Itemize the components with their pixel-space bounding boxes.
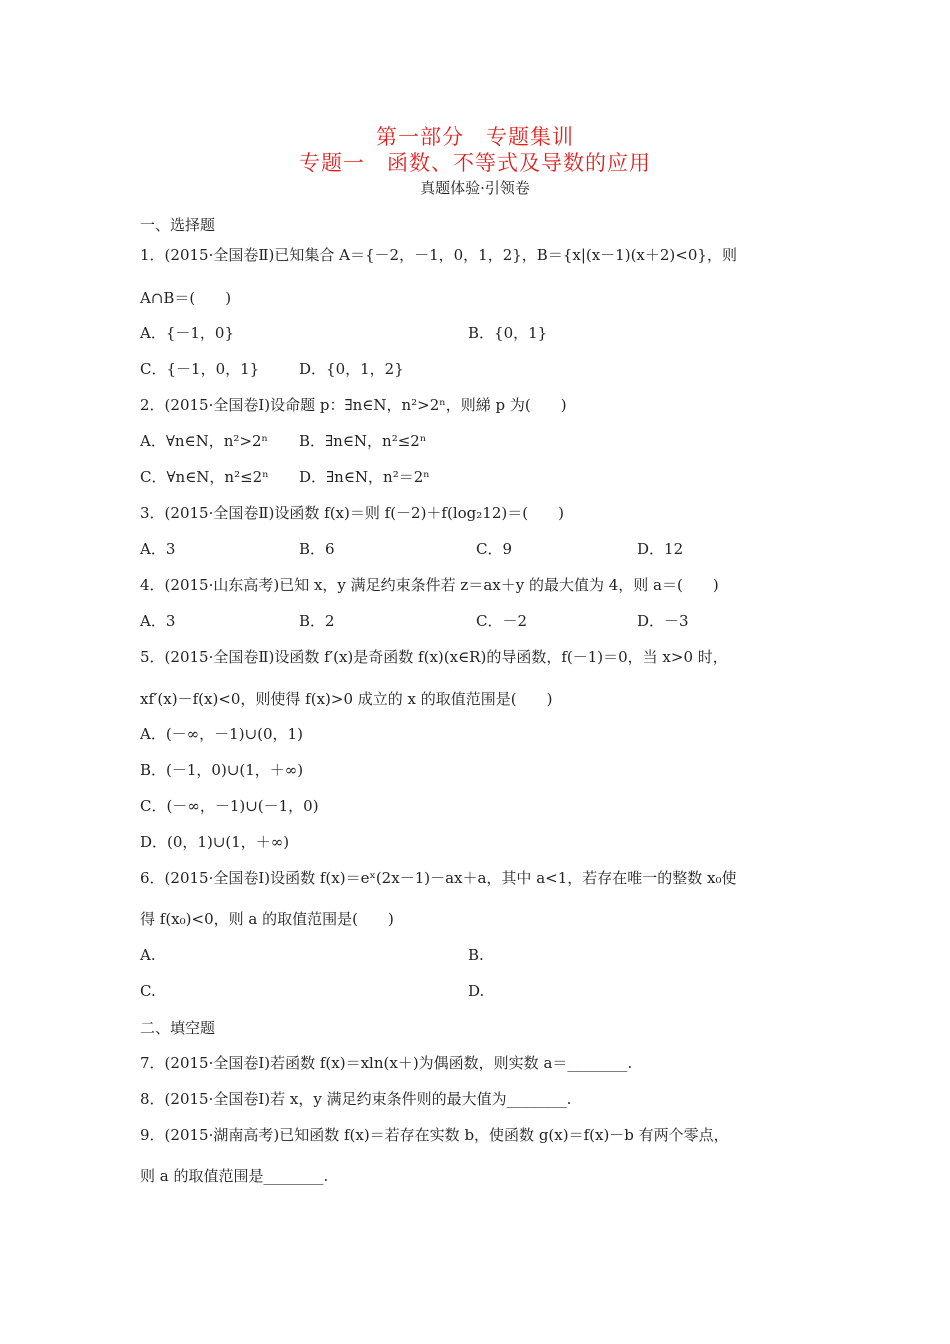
question-1-option-c: C．{－1，0，1} [140,360,260,378]
question-6-option-a: A. [140,946,156,964]
question-5-stem: 5．(2015·全国卷Ⅱ)设函数 f′(x)是奇函数 f(x)(x∈R)的导函数，f(－1)＝0，当 x>0 时， [140,648,728,666]
question-4-option-d: D．－3 [637,612,689,630]
question-1-option-a: A．{－1，0} [140,324,235,342]
question-6-stem: 6．(2015·全国卷Ⅰ)设函数 f(x)＝eˣ(2x－1)－ax＋a，其中 a<1，若存在唯一的整数 x₀使 [140,869,737,887]
question-3-option-d: D．12 [637,540,684,558]
question-6-option-c: C. [140,982,156,1000]
question-5-option-a: A．(－∞，－1)∪(0，1) [140,725,303,743]
question-4-option-a: A．3 [140,612,176,630]
question-2-option-b: B．∃n∈N，n²≤2ⁿ [299,432,427,450]
section-heading-choice: 一、选择题 [140,216,216,234]
question-3-option-c: C．9 [476,540,513,558]
question-5-option-b: B．(－1，0)∪(1，＋∞) [140,761,304,779]
question-6-stem-cont: 得 f(x₀)<0，则 a 的取值范围是( ) [140,910,394,928]
question-5-option-d: D．(0，1)∪(1，＋∞) [140,833,290,851]
question-2-option-c: C．∀n∈N，n²≤2ⁿ [140,468,269,486]
question-3-option-a: A．3 [140,540,176,558]
question-6-option-b: B. [468,946,484,964]
question-2-option-d: D．∃n∈N，n²＝2ⁿ [299,468,430,486]
question-9-stem-cont: 则 a 的取值范围是________. [140,1167,329,1185]
question-5-stem-cont: xf′(x)－f(x)<0，则使得 f(x)>0 成立的 x 的取值范围是( ) [140,690,553,708]
question-6-option-d: D. [468,982,485,1000]
question-4-option-b: B．2 [299,612,335,630]
part-title: 第一部分 专题集训 [376,125,574,149]
question-2-option-a: A．∀n∈N，n²>2ⁿ [140,432,269,450]
question-1-option-d: D．{0，1，2} [299,360,404,378]
question-3-option-b: B．6 [299,540,335,558]
question-7-stem: 7．(2015·全国卷Ⅰ)若函数 f(x)＝xln(x＋)为偶函数，则实数 a＝________. [140,1054,633,1072]
question-9-stem: 9．(2015·湖南高考)已知函数 f(x)＝若存在实数 b，使函数 g(x)＝f(x)－b 有两个零点， [140,1126,729,1144]
question-3-stem: 3．(2015·全国卷Ⅱ)设函数 f(x)＝则 f(－2)＋f(log₂12)＝( ) [140,504,564,522]
question-1-stem-cont: A∩B＝( ) [140,289,232,307]
paper-subtitle: 真题体验·引领卷 [420,179,530,197]
topic-title: 专题一 函数、不等式及导数的应用 [299,151,651,175]
question-1-stem: 1．(2015·全国卷Ⅱ)已知集合 A＝{－2，－1，0，1，2}，B＝{x|(x－1)(x＋2)<0}，则 [140,246,737,264]
question-8-stem: 8．(2015·全国卷Ⅰ)若 x，y 满足约束条件则的最大值为________. [140,1090,572,1108]
section-heading-fill: 二、填空题 [140,1019,216,1037]
question-4-option-c: C．－2 [476,612,528,630]
question-1-option-b: B．{0，1} [468,324,548,342]
question-2-stem: 2．(2015·全国卷Ⅰ)设命题 p：∃n∈N，n²>2ⁿ，则綈 p 为( ) [140,396,567,414]
question-4-stem: 4．(2015·山东高考)已知 x，y 满足约束条件若 z＝ax＋y 的最大值为 4，则 a＝( ) [140,576,719,594]
question-5-option-c: C．(－∞，－1)∪(－1，0) [140,797,319,815]
